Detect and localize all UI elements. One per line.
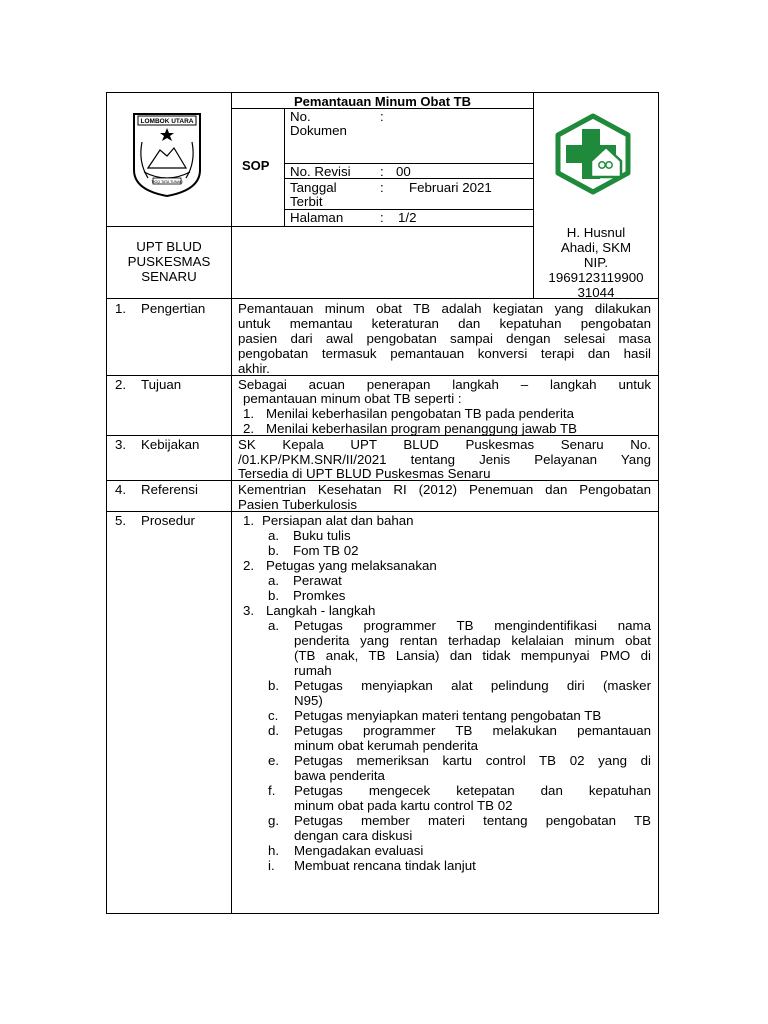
section-label: Pengertian bbox=[141, 301, 206, 316]
section-text: Pemantauan minum obat TB adalah kegiatan yang dilakukan bbox=[238, 301, 651, 316]
signer-name: H. Husnul bbox=[566, 225, 626, 240]
list-item: Menilai keberhasilan pengobatan TB pada penderita bbox=[266, 406, 575, 421]
signer-name: Ahadi, SKM bbox=[560, 240, 632, 255]
no-revisi-value: 00 bbox=[396, 164, 411, 179]
table-border bbox=[658, 92, 659, 914]
section-text: Kementrian Kesehatan RI (2012) Penemuan dan Pengobatan bbox=[238, 482, 651, 497]
list-item: Menilai keberhasilan program penanggung jawab TB bbox=[266, 421, 577, 436]
step-number: g. bbox=[268, 813, 280, 828]
section-text: akhir. bbox=[238, 361, 270, 376]
step-text: Petugas member materi tentang pengobatan TB bbox=[294, 813, 651, 828]
table-border bbox=[106, 92, 659, 93]
step-number: d. bbox=[268, 723, 280, 738]
section-label: Tujuan bbox=[141, 377, 182, 392]
list-item: Buku tulis bbox=[293, 528, 351, 543]
halaman-colon: : bbox=[380, 210, 384, 225]
no-dokumen-label: Dokumen bbox=[290, 123, 347, 138]
step-text: penderita yang rentan terhadap kelalaian minum obat bbox=[294, 633, 651, 648]
step-number: b. bbox=[268, 678, 280, 693]
list-number: a. bbox=[268, 573, 280, 588]
section-number: 4. bbox=[115, 482, 127, 497]
sop-label: SOP bbox=[242, 158, 270, 173]
signer-nip: 1969123119900 bbox=[548, 270, 644, 285]
step-text: Petugas programmer TB melakukan pemantauan bbox=[294, 723, 651, 738]
step-text: (TB anak, TB Lansia) dan tidak mempunyai PMO di bbox=[294, 648, 651, 663]
org-name: UPT BLUD bbox=[136, 239, 202, 254]
table-border bbox=[106, 913, 659, 914]
list-number: a. bbox=[268, 528, 280, 543]
step-text: N95) bbox=[294, 693, 323, 708]
lombok-utara-logo bbox=[132, 112, 202, 198]
halaman-label: Halaman bbox=[290, 210, 344, 225]
step-number: a. bbox=[268, 618, 280, 633]
section-label: Referensi bbox=[141, 482, 198, 497]
no-revisi-colon: : bbox=[380, 164, 384, 179]
step-text: Mengadakan evaluasi bbox=[294, 843, 424, 858]
step-number: i. bbox=[268, 858, 275, 873]
table-divider bbox=[106, 375, 659, 376]
step-text: Petugas menyiapkan materi tentang pengobatan TB bbox=[294, 708, 602, 723]
section-number: 1. bbox=[115, 301, 127, 316]
halaman-value: 1/2 bbox=[398, 210, 417, 225]
no-dokumen-label: No. bbox=[290, 109, 311, 124]
step-text: minum obat kerumah penderita bbox=[294, 738, 479, 753]
list-number: b. bbox=[268, 543, 280, 558]
list-number: 2. bbox=[243, 421, 255, 436]
list-number: b. bbox=[268, 588, 280, 603]
puskesmas-logo bbox=[554, 113, 632, 195]
section-label: Prosedur bbox=[141, 513, 195, 528]
section-text: pasien dari awal pengobatan sampai dengan selesai masa bbox=[238, 331, 651, 346]
list-item: Langkah - langkah bbox=[266, 603, 376, 618]
document-title: Pemantauan Minum Obat TB bbox=[294, 94, 471, 109]
org-name: SENARU bbox=[141, 269, 197, 284]
section-text: Pasien Tuberkulosis bbox=[238, 497, 357, 512]
section-text: Tersedia di UPT BLUD Puskesmas Senaru bbox=[238, 466, 491, 481]
section-number: 5. bbox=[115, 513, 127, 528]
section-number: 2. bbox=[115, 377, 127, 392]
tanggal-colon: : bbox=[380, 180, 384, 195]
step-number: h. bbox=[268, 843, 280, 858]
logo-left-text: LOMBOK UTARA bbox=[140, 118, 194, 125]
no-revisi-label: No. Revisi bbox=[290, 164, 351, 179]
section-number: 3. bbox=[115, 437, 127, 452]
tanggal-value: Februari 2021 bbox=[409, 180, 492, 195]
list-number: 3. bbox=[243, 603, 255, 618]
step-text: Petugas programmer TB mengindentifikasi nama bbox=[294, 618, 651, 633]
list-item: Perawat bbox=[293, 573, 342, 588]
section-text: pengobatan termasuk pemantauan konversi terapi dan hasil bbox=[238, 346, 651, 361]
list-item: Promkes bbox=[293, 588, 346, 603]
table-divider bbox=[106, 511, 659, 512]
section-text: Sebagai acuan penerapan langkah – langkah untuk bbox=[238, 377, 651, 392]
logo-left-motto: TIOQ TATA TUNAQ bbox=[151, 180, 183, 184]
section-text: untuk memantau keteraturan dan kepatuhan pengobatan bbox=[238, 316, 651, 331]
section-text: pemantauan minum obat TB seperti : bbox=[243, 391, 462, 406]
step-text: bawa penderita bbox=[294, 768, 385, 783]
step-number: c. bbox=[268, 708, 279, 723]
signer-nip: 31044 bbox=[577, 285, 615, 300]
step-number: e. bbox=[268, 753, 280, 768]
step-number: f. bbox=[268, 783, 276, 798]
list-number: 1. bbox=[243, 513, 255, 528]
list-item: Persiapan alat dan bahan bbox=[262, 513, 414, 528]
section-text: /01.KP/PKM.SNR/II/2021 tentang Jenis Pelayanan Yang bbox=[238, 452, 651, 467]
step-text: minum obat pada kartu control TB 02 bbox=[294, 798, 513, 813]
table-divider bbox=[106, 226, 534, 227]
list-number: 1. bbox=[243, 406, 255, 421]
tanggal-label: Terbit bbox=[290, 194, 323, 209]
step-text: Membuat rencana tindak lanjut bbox=[294, 858, 476, 873]
signer-nip: NIP. bbox=[583, 255, 609, 270]
section-label: Kebijakan bbox=[141, 437, 200, 452]
table-divider bbox=[231, 92, 232, 914]
org-name: PUSKESMAS bbox=[127, 254, 211, 269]
list-item: Fom TB 02 bbox=[293, 543, 359, 558]
step-text: Petugas mengecek ketepatan dan kepatuhan bbox=[294, 783, 651, 798]
section-text: SK Kepala UPT BLUD Puskesmas Senaru No. bbox=[238, 437, 651, 452]
step-text: dengan cara diskusi bbox=[294, 828, 413, 843]
list-item: Petugas yang melaksanakan bbox=[266, 558, 437, 573]
tanggal-label: Tanggal bbox=[290, 180, 337, 195]
step-text: Petugas menyiapkan alat pelindung diri (masker bbox=[294, 678, 651, 693]
no-dokumen-colon: : bbox=[380, 109, 384, 124]
step-text: rumah bbox=[294, 663, 332, 678]
step-text: Petugas memeriksan kartu control TB 02 yang di bbox=[294, 753, 651, 768]
list-number: 2. bbox=[243, 558, 255, 573]
table-border bbox=[106, 92, 107, 914]
